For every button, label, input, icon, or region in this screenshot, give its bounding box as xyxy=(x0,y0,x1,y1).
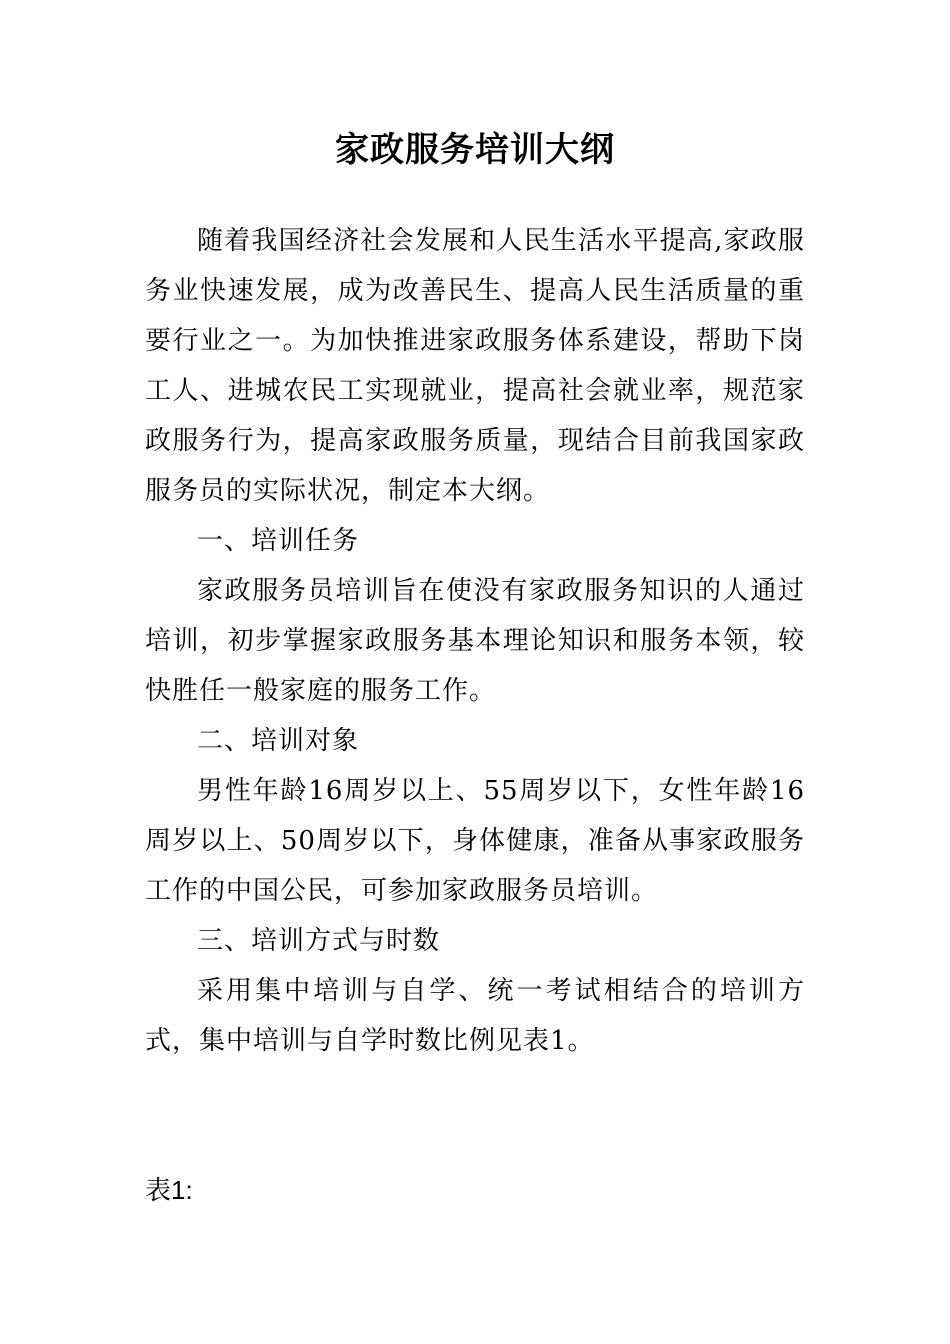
section-heading-training-tasks: 一、培训任务 xyxy=(197,526,360,556)
section-heading-training-targets: 二、培训对象 xyxy=(197,726,360,756)
table-label: 表1: xyxy=(145,1175,193,1205)
document-title: 家政服务培训大纲 xyxy=(335,130,615,170)
section-text-training-method: 采用集中培训与自学、统一考试相结合的培训方式，集中培训与自学时数比例见表1。 xyxy=(145,976,805,1056)
section-heading-training-method: 三、培训方式与时数 xyxy=(197,926,441,956)
intro-paragraph: 随着我国经济社会发展和人民生活水平提高,家政服务业快速发展，成为改善民生、提高人民生活质量的重要行业之一。为加快推进家政服务体系建设，帮助下岗工人、进城农民工实现就业，提高社会就业率，规范家政服务行为，提高家政服务质量，现结合目前我国家政服务员的实际状况，制定本大纲。 xyxy=(145,226,805,506)
section-text-training-tasks: 家政服务员培训旨在使没有家政服务知识的人通过培训，初步掌握家政服务基本理论知识和服务本领，较快胜任一般家庭的服务工作。 xyxy=(145,576,805,706)
document-body xyxy=(145,216,805,1066)
section-text-training-targets: 男性年龄16周岁以上、55周岁以下，女性年龄16周岁以上、50周岁以下，身体健康，准备从事家政服务工作的中国公民，可参加家政服务员培训。 xyxy=(145,776,805,906)
